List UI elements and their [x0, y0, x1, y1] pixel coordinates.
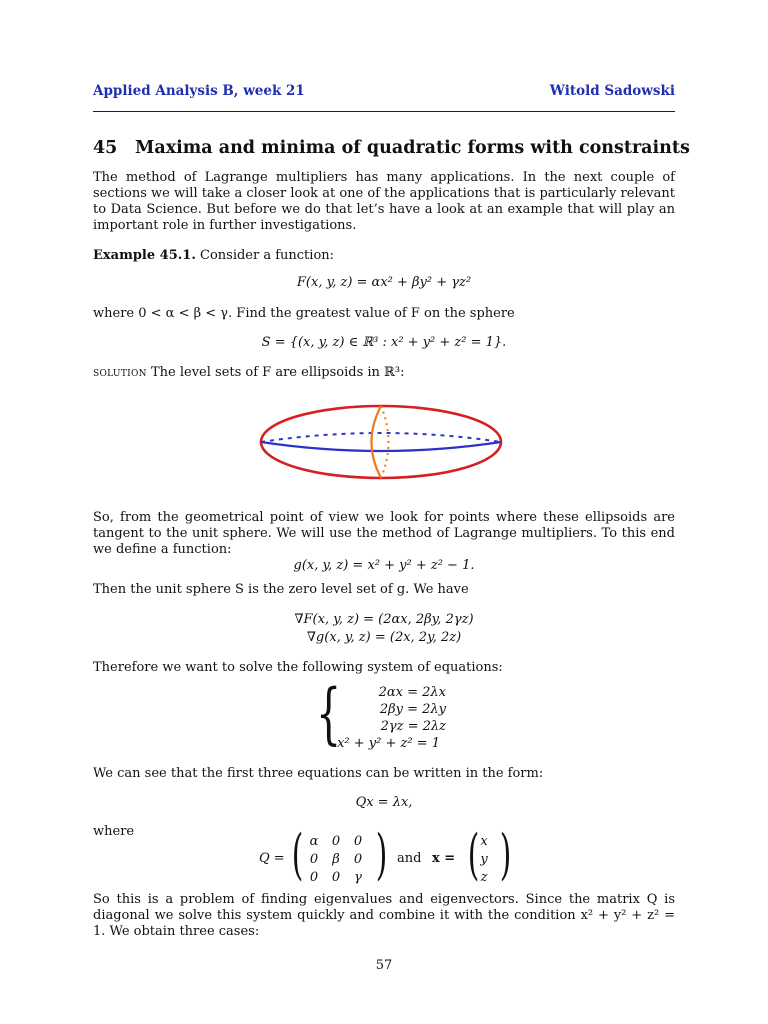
left-brace: {: [316, 675, 342, 752]
header-author: Witold Sadowski: [549, 83, 675, 99]
matrix-cell: γ: [354, 870, 362, 885]
system-intro: Therefore we want to solve the following system of equations:: [93, 660, 503, 675]
tangent-paragraph: So, from the geometrical point of view we look for points where these ellipsoids are tangent to the unit sphere. We will use the method of Lagrange multipliers. To this end we define a function:: [93, 510, 675, 557]
vector-lhs: x =: [432, 851, 456, 866]
meridian-back: [381, 406, 389, 478]
vector-right-paren: ): [499, 823, 512, 886]
section-title: Maxima and minima of quadratic forms with constraints: [135, 138, 690, 158]
header-rule: [93, 111, 675, 112]
matrix-right-paren: ): [375, 823, 388, 886]
sphere-equation-text: S = {(x, y, z) ∈ ℝ³ : x² + y² + z² = 1}.: [261, 335, 507, 350]
grad-g-text: ∇g(x, y, z) = (2x, 2y, 2z): [306, 630, 462, 645]
solution-text: The level sets of F are ellipsoids in ℝ³:: [150, 365, 405, 380]
grad-f-text: ∇F(x, y, z) = (2αx, 2βy, 2γz): [294, 612, 474, 627]
example-line: [93, 248, 675, 264]
section-number: 45: [93, 138, 118, 158]
page-number: 57: [375, 958, 393, 973]
solution-label: solution: [93, 365, 147, 380]
equation-system: [316, 675, 466, 753]
matrix-cell: α: [309, 834, 319, 849]
grad-g-equation: [93, 630, 675, 646]
g-equation-text: g(x, y, z) = x² + y² + z² − 1.: [293, 558, 475, 573]
where-label: where: [93, 824, 135, 839]
system-eq-3: 2γz = 2λz: [380, 719, 446, 734]
matrix-cell: 0: [353, 852, 363, 867]
system-eq-4: x² + y² + z² = 1: [337, 736, 440, 751]
matrix-cell: 0: [309, 852, 319, 867]
solution-line: [93, 365, 675, 381]
example-lead: Consider a function:: [200, 248, 335, 263]
matrix-cell: 0: [331, 834, 341, 849]
grad-f-equation: [93, 612, 675, 628]
equator-back: [261, 433, 501, 442]
condition-line: where 0 < α < β < γ. Find the greatest value of F on the sphere: [93, 306, 515, 321]
form-intro: We can see that the first three equations can be written in the form:: [93, 766, 544, 781]
vector-left-paren: (: [467, 823, 480, 886]
vector-cell: z: [480, 870, 488, 885]
ellipsoid-outline: [261, 406, 501, 478]
header-course: Applied Analysis B, week 21: [93, 83, 305, 99]
eigen-equation-text: Qx = λx,: [355, 795, 413, 810]
system-eq-2: 2βy = 2λy: [379, 702, 446, 717]
equator-front: [261, 442, 501, 451]
running-header: [93, 83, 675, 103]
eigen-equation: [93, 795, 675, 811]
example-label: Example 45.1.: [93, 248, 196, 263]
and-label: and: [397, 851, 422, 866]
matrix-cell: 0: [331, 870, 341, 885]
ellipsoid-figure: [256, 400, 506, 486]
vector-cell: y: [480, 852, 488, 867]
matrix-lhs: Q =: [259, 851, 285, 866]
g-equation: [93, 558, 675, 574]
function-equation: [93, 275, 675, 291]
function-equation-text: F(x, y, z) = αx² + βy² + γz²: [296, 275, 472, 290]
matrix-cell: 0: [309, 870, 319, 885]
matrix-cell: 0: [353, 834, 363, 849]
zero-level-line: Then the unit sphere S is the zero level set of g. We have: [93, 582, 469, 597]
sphere-equation: [93, 335, 675, 351]
intro-paragraph: The method of Lagrange multipliers has many applications. In the next couple of sections we will take a closer look at one of the applications that is particularly relevant to Data Science. But before we do that let’s have a look at an example that will play an important role in further investigations.: [93, 170, 675, 233]
system-eq-1: 2αx = 2λx: [378, 685, 446, 700]
conclusion-paragraph: So this is a problem of finding eigenvalues and eigenvectors. Since the matrix Q is diagonal we solve this system quickly and combine it with the condition x² + y² + z² = 1. We obtain three cases:: [93, 892, 675, 939]
meridian-front: [372, 406, 382, 478]
vector-cell: x: [480, 834, 488, 849]
section-heading: [93, 138, 690, 158]
matrix-left-paren: (: [291, 823, 304, 886]
matrix-cell: β: [332, 852, 340, 867]
